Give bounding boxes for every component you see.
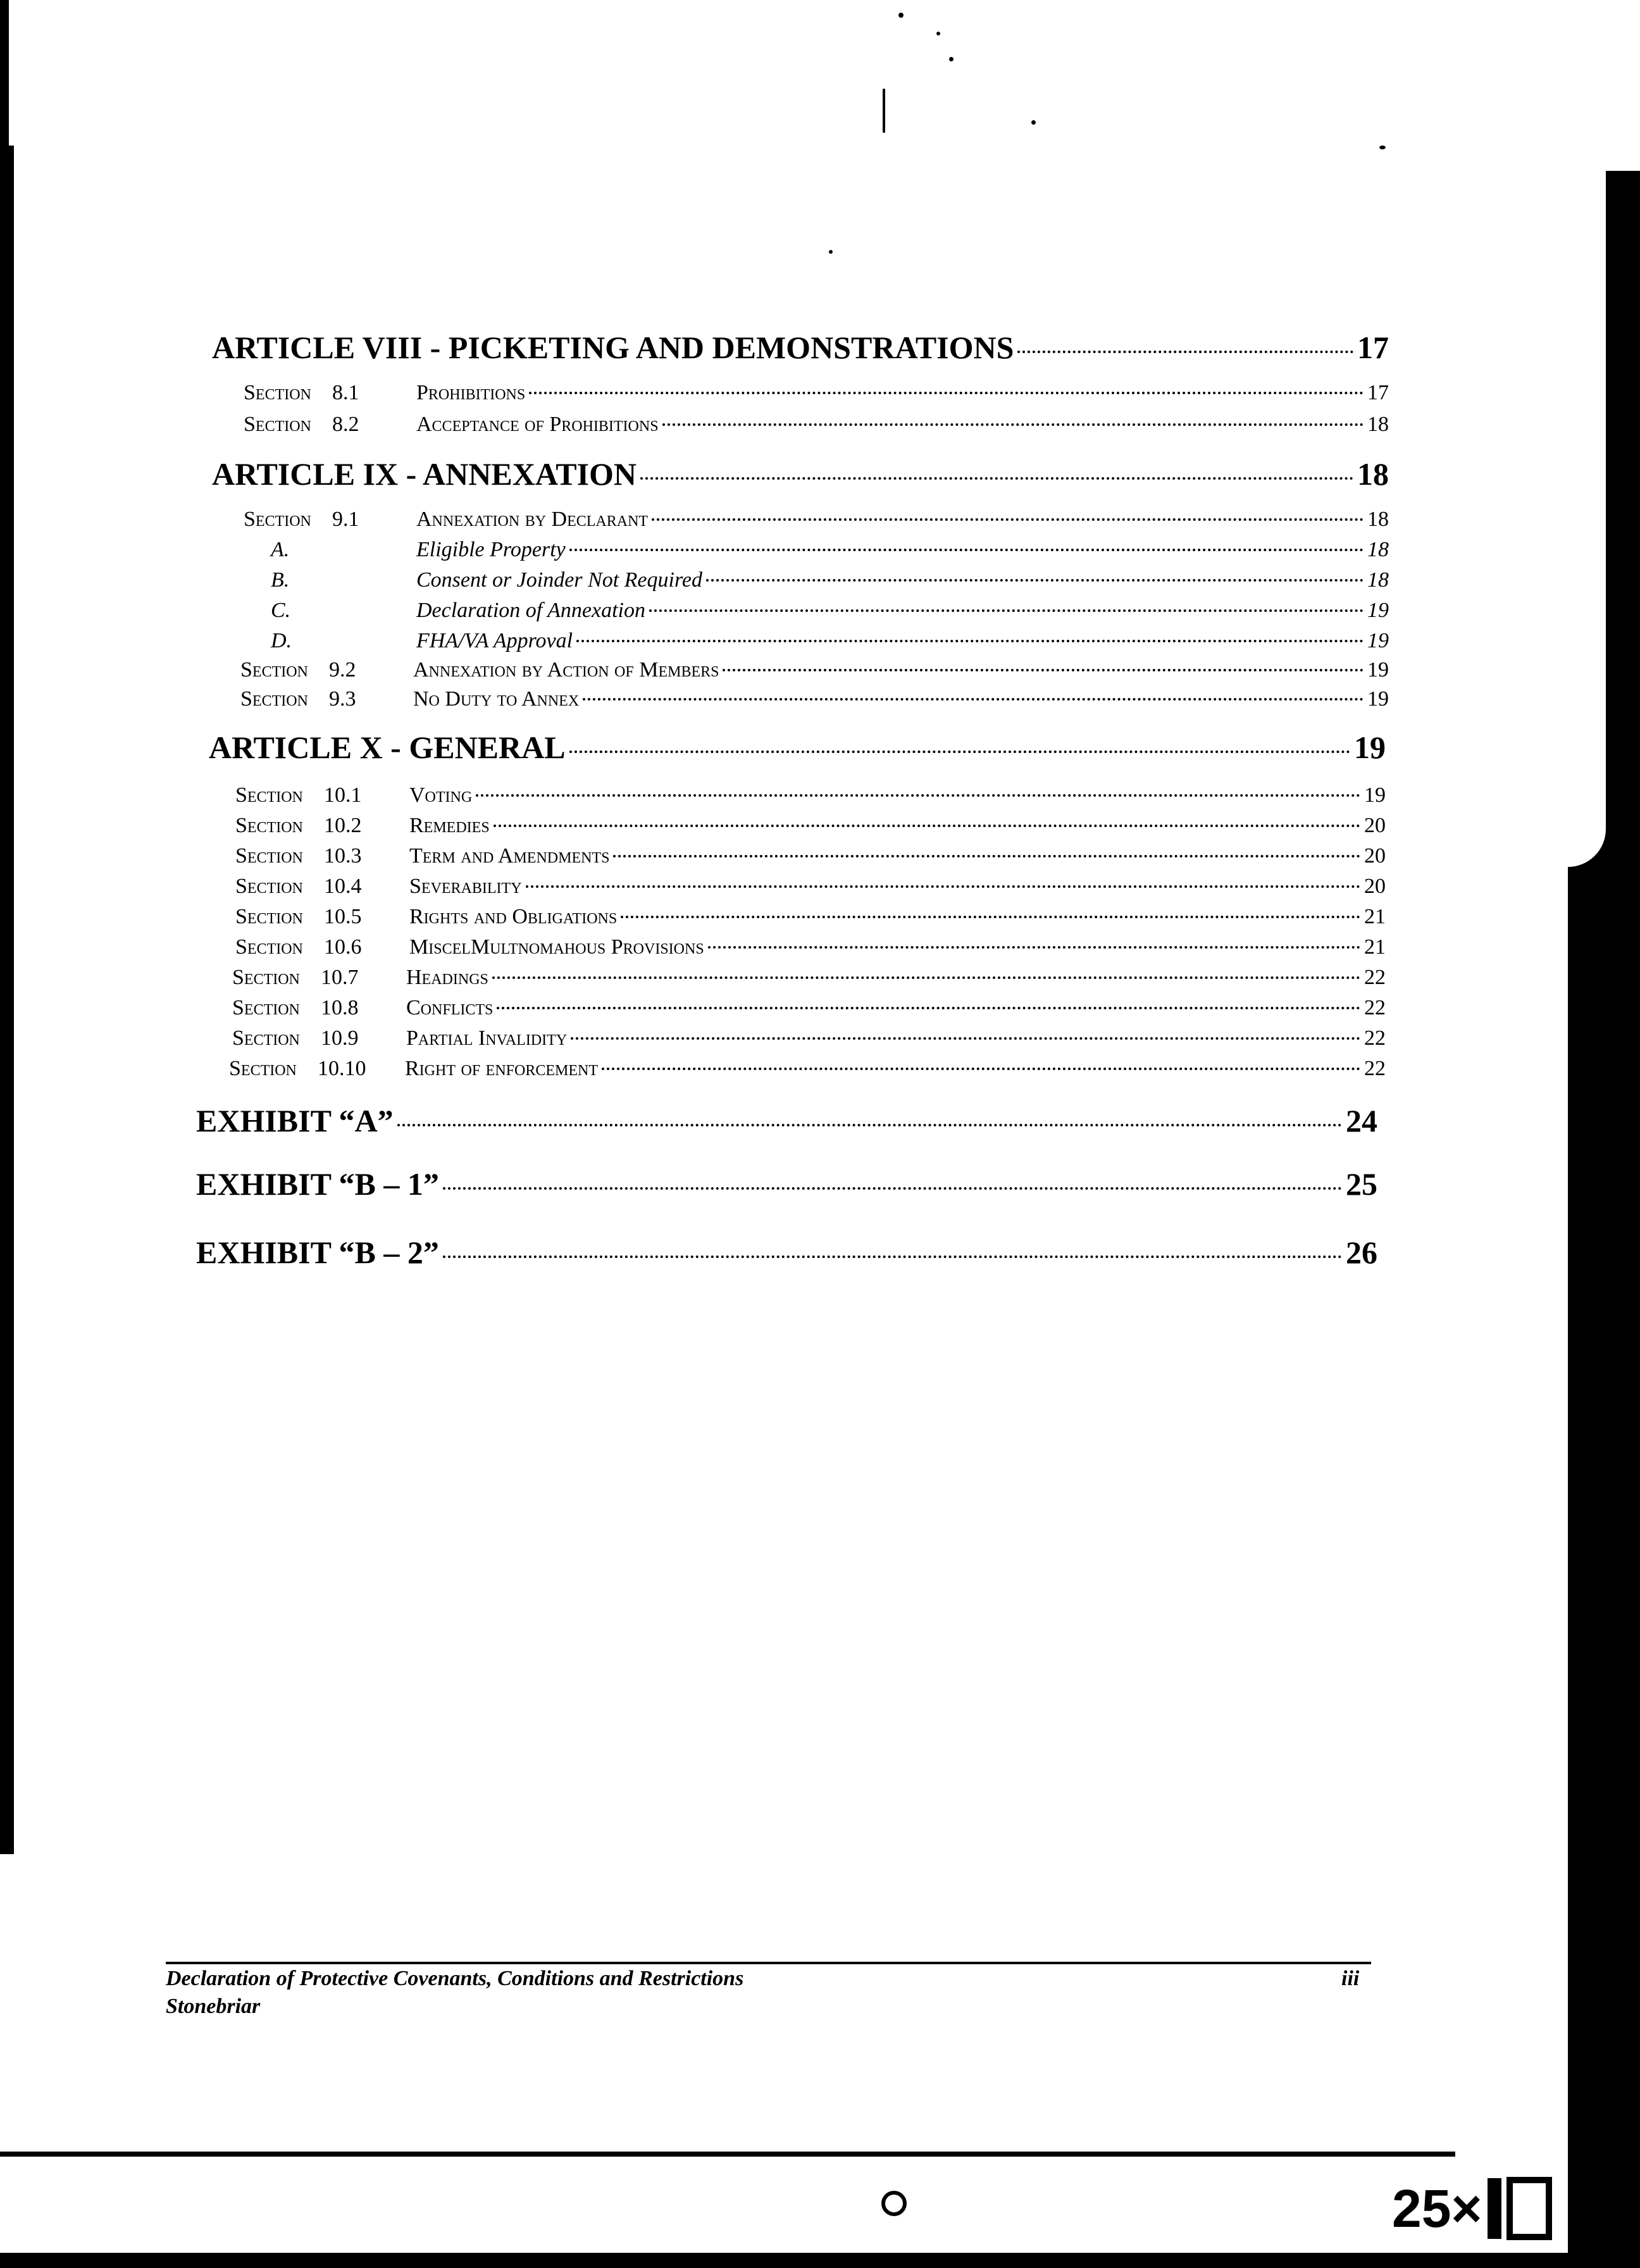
toc-article-title: ARTICLE IX - ANNEXATION <box>212 456 637 492</box>
toc-section-label: Section <box>235 875 303 898</box>
toc-page-number: 19 <box>1367 658 1389 682</box>
toc-exhibit-b2[interactable] <box>196 1234 1377 1271</box>
toc-section-number: 10.8 <box>321 996 359 1019</box>
toc-subsection-title: Declaration of Annexation <box>416 599 645 622</box>
toc-section-title: Annexation by Action of Members <box>413 658 719 682</box>
toc-leader <box>492 976 1360 979</box>
toc-leader <box>649 609 1364 612</box>
scan-bottom-line <box>0 2152 1455 2157</box>
toc-exhibit-a[interactable] <box>196 1102 1377 1139</box>
toc-page-number: 19 <box>1367 629 1389 652</box>
toc-subsection-c[interactable] <box>271 599 1389 623</box>
toc-section-number: 9.3 <box>329 687 356 711</box>
toc-leader <box>613 855 1360 857</box>
toc-leader <box>652 518 1364 521</box>
toc-section-title: Rights and Obligations <box>409 905 618 928</box>
toc-section-label: Section <box>235 783 303 807</box>
toc-page-number: 19 <box>1354 730 1386 765</box>
toc-section-number: 10.3 <box>324 844 362 868</box>
toc-section-title: Severability <box>409 875 522 898</box>
footer-rule <box>166 1962 1371 1964</box>
toc-section-number: 9.2 <box>329 658 356 682</box>
toc-section-label: Section <box>235 905 303 928</box>
toc-section-title: Prohibitions <box>416 381 526 404</box>
footer-document-title: Declaration of Protective Covenants, Conditions and Restrictions <box>166 1967 744 1990</box>
toc-leader <box>497 1007 1360 1009</box>
toc-leader <box>706 579 1364 582</box>
toc-leader <box>576 640 1364 642</box>
toc-subsection-letter: A. <box>271 538 290 561</box>
toc-subsection-title: FHA/VA Approval <box>416 629 573 652</box>
toc-page-number: 20 <box>1364 875 1386 898</box>
toc-page-number: 19 <box>1367 599 1389 622</box>
toc-page-number: 20 <box>1364 844 1386 868</box>
toc-page-number: 22 <box>1364 1057 1386 1080</box>
toc-section-9-3[interactable] <box>240 687 1389 711</box>
toc-exhibit-b1[interactable] <box>196 1166 1377 1202</box>
toc-section-10-2[interactable] <box>235 814 1386 838</box>
toc-page-number: 19 <box>1364 783 1386 807</box>
toc-page-number: 19 <box>1367 687 1389 711</box>
toc-leader <box>476 794 1360 797</box>
toc-section-number: 10.6 <box>324 935 362 959</box>
toc-leader <box>397 1124 1342 1126</box>
scan-speck <box>949 57 954 61</box>
toc-page-number: 22 <box>1364 996 1386 1019</box>
toc-subsection-title: Eligible Property <box>416 538 566 561</box>
toc-article-ix[interactable] <box>212 456 1389 492</box>
toc-section-label: Section <box>232 996 300 1019</box>
toc-section-10-9[interactable] <box>232 1026 1386 1050</box>
toc-section-title: Headings <box>406 966 488 989</box>
toc-section-title: Remedies <box>409 814 490 837</box>
toc-leader <box>602 1068 1360 1070</box>
toc-section-label: Section <box>232 966 300 989</box>
toc-article-title: ARTICLE X - GENERAL <box>209 730 566 765</box>
toc-page-number: 24 <box>1346 1103 1377 1138</box>
toc-section-label: Section <box>235 814 303 837</box>
toc-section-label: Section <box>240 658 308 682</box>
footer-project-name: Stonebriar <box>166 1995 261 2018</box>
stamp-bar-icon <box>1488 2178 1501 2239</box>
toc-section-label: Section <box>229 1057 297 1080</box>
toc-section-10-6[interactable] <box>235 935 1386 959</box>
toc-section-10-3[interactable] <box>235 844 1386 868</box>
scan-speck <box>1379 146 1386 149</box>
toc-leader <box>571 1037 1360 1040</box>
toc-section-9-1[interactable] <box>244 508 1389 532</box>
toc-leader <box>526 885 1360 888</box>
scan-border-right-notch <box>1568 171 1606 867</box>
toc-page-number: 21 <box>1364 935 1386 959</box>
scan-stamp <box>1392 2177 1552 2240</box>
toc-page-number: 18 <box>1367 568 1389 592</box>
toc-page-number: 22 <box>1364 1026 1386 1050</box>
toc-subsection-a[interactable] <box>271 538 1389 562</box>
toc-section-title: Term and Amendments <box>409 844 610 868</box>
toc-section-number: 10.7 <box>321 966 359 989</box>
toc-subsection-letter: D. <box>271 629 292 652</box>
toc-section-label: Section <box>235 844 303 868</box>
toc-leader <box>443 1187 1342 1190</box>
toc-section-number: 10.5 <box>324 905 362 928</box>
toc-article-viii[interactable] <box>212 329 1389 366</box>
toc-subsection-letter: B. <box>271 568 290 592</box>
toc-section-title: Annexation by Declarant <box>416 508 649 531</box>
toc-subsection-b[interactable] <box>271 568 1389 592</box>
toc-page-number: 26 <box>1346 1235 1377 1270</box>
toc-section-10-10[interactable] <box>229 1057 1386 1081</box>
toc-leader <box>529 392 1364 394</box>
toc-exhibit-title: EXHIBIT “A” <box>196 1103 394 1138</box>
toc-page-number: 25 <box>1346 1166 1377 1202</box>
toc-leader <box>723 669 1364 671</box>
toc-section-number: 8.2 <box>332 413 359 436</box>
toc-page-number: 21 <box>1364 905 1386 928</box>
toc-section-9-2[interactable] <box>240 658 1389 682</box>
toc-section-label: Section <box>235 935 303 959</box>
toc-leader <box>621 916 1360 918</box>
toc-article-title: ARTICLE VIII - PICKETING AND DEMONSTRATIONS <box>212 330 1014 365</box>
toc-leader <box>443 1256 1342 1258</box>
toc-subsection-d[interactable] <box>271 629 1389 653</box>
toc-leader <box>569 751 1350 753</box>
toc-section-number: 10.4 <box>324 875 362 898</box>
toc-leader <box>494 825 1360 827</box>
toc-section-8-1[interactable] <box>244 381 1389 405</box>
toc-section-label: Section <box>244 381 311 404</box>
toc-section-label: Section <box>240 687 308 711</box>
toc-leader <box>662 423 1364 426</box>
toc-section-number: 9.1 <box>332 508 359 531</box>
toc-section-8-2[interactable] <box>244 413 1389 437</box>
binder-hole-icon <box>881 2191 907 2216</box>
toc-page-number: 22 <box>1364 966 1386 989</box>
scan-speck <box>898 13 904 18</box>
toc-section-10-8[interactable] <box>232 996 1386 1020</box>
scan-speck <box>1031 120 1036 125</box>
toc-exhibit-title: EXHIBIT “B – 1” <box>196 1166 439 1202</box>
toc-article-x[interactable] <box>209 729 1386 766</box>
toc-page-number: 17 <box>1357 330 1389 365</box>
toc-section-label: Section <box>244 508 311 531</box>
scan-bottom-band <box>0 2253 1640 2268</box>
toc-page-number: 18 <box>1367 508 1389 531</box>
toc-leader <box>569 549 1364 551</box>
toc-page-number: 18 <box>1367 538 1389 561</box>
toc-section-10-1[interactable] <box>235 783 1386 807</box>
toc-page-number: 18 <box>1357 456 1389 492</box>
toc-section-title: Acceptance of Prohibitions <box>416 413 659 436</box>
toc-leader <box>1017 351 1353 353</box>
toc-page-number: 18 <box>1367 413 1389 436</box>
toc-section-number: 10.1 <box>324 783 362 807</box>
toc-exhibit-title: EXHIBIT “B – 2” <box>196 1235 439 1270</box>
toc-section-label: Section <box>232 1026 300 1050</box>
scan-stamp-text: 25× <box>1392 2178 1482 2238</box>
toc-section-10-5[interactable] <box>235 905 1386 929</box>
toc-section-title: Conflicts <box>406 996 494 1019</box>
toc-section-number: 10.2 <box>324 814 362 837</box>
toc-subsection-title: Consent or Joinder Not Required <box>416 568 703 592</box>
footer-page-number: iii <box>1341 1967 1360 1990</box>
scan-border-left <box>0 146 14 1854</box>
toc-section-title: MiscelMultnomahous Provisions <box>409 935 704 959</box>
scan-speck <box>829 250 833 254</box>
toc-section-number: 10.9 <box>321 1026 359 1050</box>
toc-leader <box>640 477 1353 480</box>
toc-section-10-4[interactable] <box>235 875 1386 899</box>
scan-speck <box>936 32 940 35</box>
toc-page-number: 20 <box>1364 814 1386 837</box>
scan-border-left-top <box>0 0 9 146</box>
toc-section-title: Partial Invalidity <box>406 1026 568 1050</box>
stamp-box-icon <box>1506 2177 1552 2240</box>
toc-section-title: No Duty to Annex <box>413 687 580 711</box>
toc-leader <box>708 946 1360 949</box>
toc-leader <box>583 698 1364 701</box>
toc-subsection-letter: C. <box>271 599 291 622</box>
toc-page-number: 17 <box>1367 381 1389 404</box>
toc-section-title: Voting <box>409 783 473 807</box>
toc-section-label: Section <box>244 413 311 436</box>
scan-speck <box>883 89 885 133</box>
toc-section-10-7[interactable] <box>232 966 1386 990</box>
toc-section-title: Right of enforcement <box>405 1057 599 1080</box>
toc-section-number: 10.10 <box>318 1057 366 1080</box>
toc-section-number: 8.1 <box>332 381 359 404</box>
